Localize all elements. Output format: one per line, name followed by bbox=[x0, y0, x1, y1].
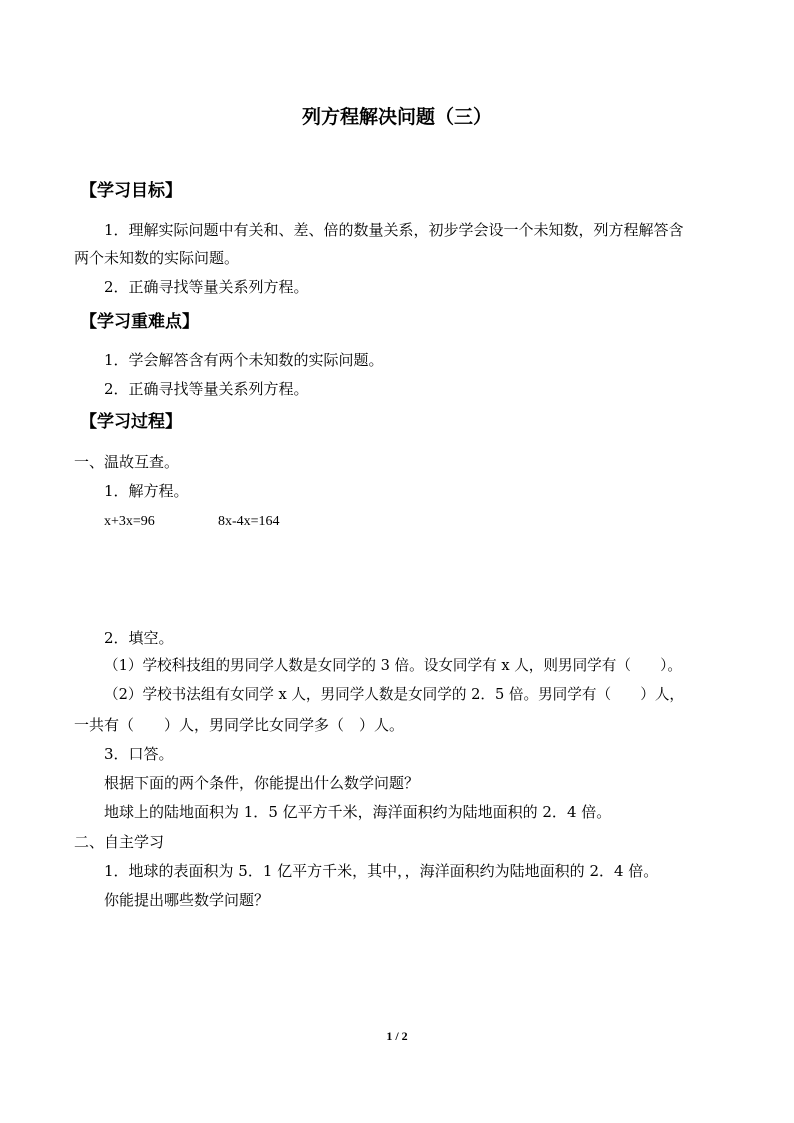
part1-q3-fact: 地球上的陆地面积为 1．5 亿平方千米，海洋面积约为陆地面积的 2．4 倍。 bbox=[104, 803, 612, 821]
objective-item-1-line-1: 1．理解实际问题中有关和、差、倍的数量关系，初步学会设一个未知数，列方程解答含 bbox=[104, 221, 684, 239]
part1-q2-item-1: （1）学校科技组的男同学人数是女同学的 3 倍。设女同学有 x 人，则男同学有（ ）。 bbox=[104, 657, 683, 674]
part1-q2-item-2-line-2: 一共有（ ）人，男同学比女同学多（ ）人。 bbox=[74, 716, 405, 734]
page-number: 1 / 2 bbox=[386, 1029, 408, 1043]
objective-item-1-line-2: 两个未知数的实际问题。 bbox=[74, 249, 240, 267]
objectives-heading: 【学习目标】 bbox=[80, 181, 182, 201]
equation-2: 8x-4x=164 bbox=[218, 514, 280, 529]
process-heading: 【学习过程】 bbox=[80, 412, 182, 432]
part1-q3-prompt: 根据下面的两个条件，你能提出什么数学问题？ bbox=[104, 774, 420, 792]
part2-q1-prompt: 你能提出哪些数学问题？ bbox=[104, 891, 270, 909]
part1-q3-label: 3．口答。 bbox=[104, 745, 174, 763]
part1-q1-label: 1．解方程。 bbox=[104, 482, 189, 500]
objective-item-2: 2．正确寻找等量关系列方程。 bbox=[104, 278, 309, 296]
part1-q2-item-2-line-1: （2）学校书法组有女同学 x 人，男同学人数是女同学的 2．5 倍。男同学有（ ）人， bbox=[104, 686, 685, 703]
key-point-item-2: 2．正确寻找等量关系列方程。 bbox=[104, 380, 309, 398]
part1-q2-label: 2．填空。 bbox=[104, 629, 174, 647]
page-title: 列方程解决问题（三） bbox=[301, 106, 492, 128]
part2-q1: 1．地球的表面积为 5．1 亿平方千米，其中，，海洋面积约为陆地面积的 2．4 倍。 bbox=[104, 862, 659, 880]
part1-heading: 一、温故互查。 bbox=[74, 453, 180, 471]
key-point-item-1: 1．学会解答含有两个未知数的实际问题。 bbox=[104, 351, 384, 369]
part2-heading: 二、自主学习 bbox=[74, 833, 165, 851]
key-points-heading: 【学习重难点】 bbox=[80, 312, 199, 332]
equation-1: x+3x=96 bbox=[104, 514, 155, 529]
